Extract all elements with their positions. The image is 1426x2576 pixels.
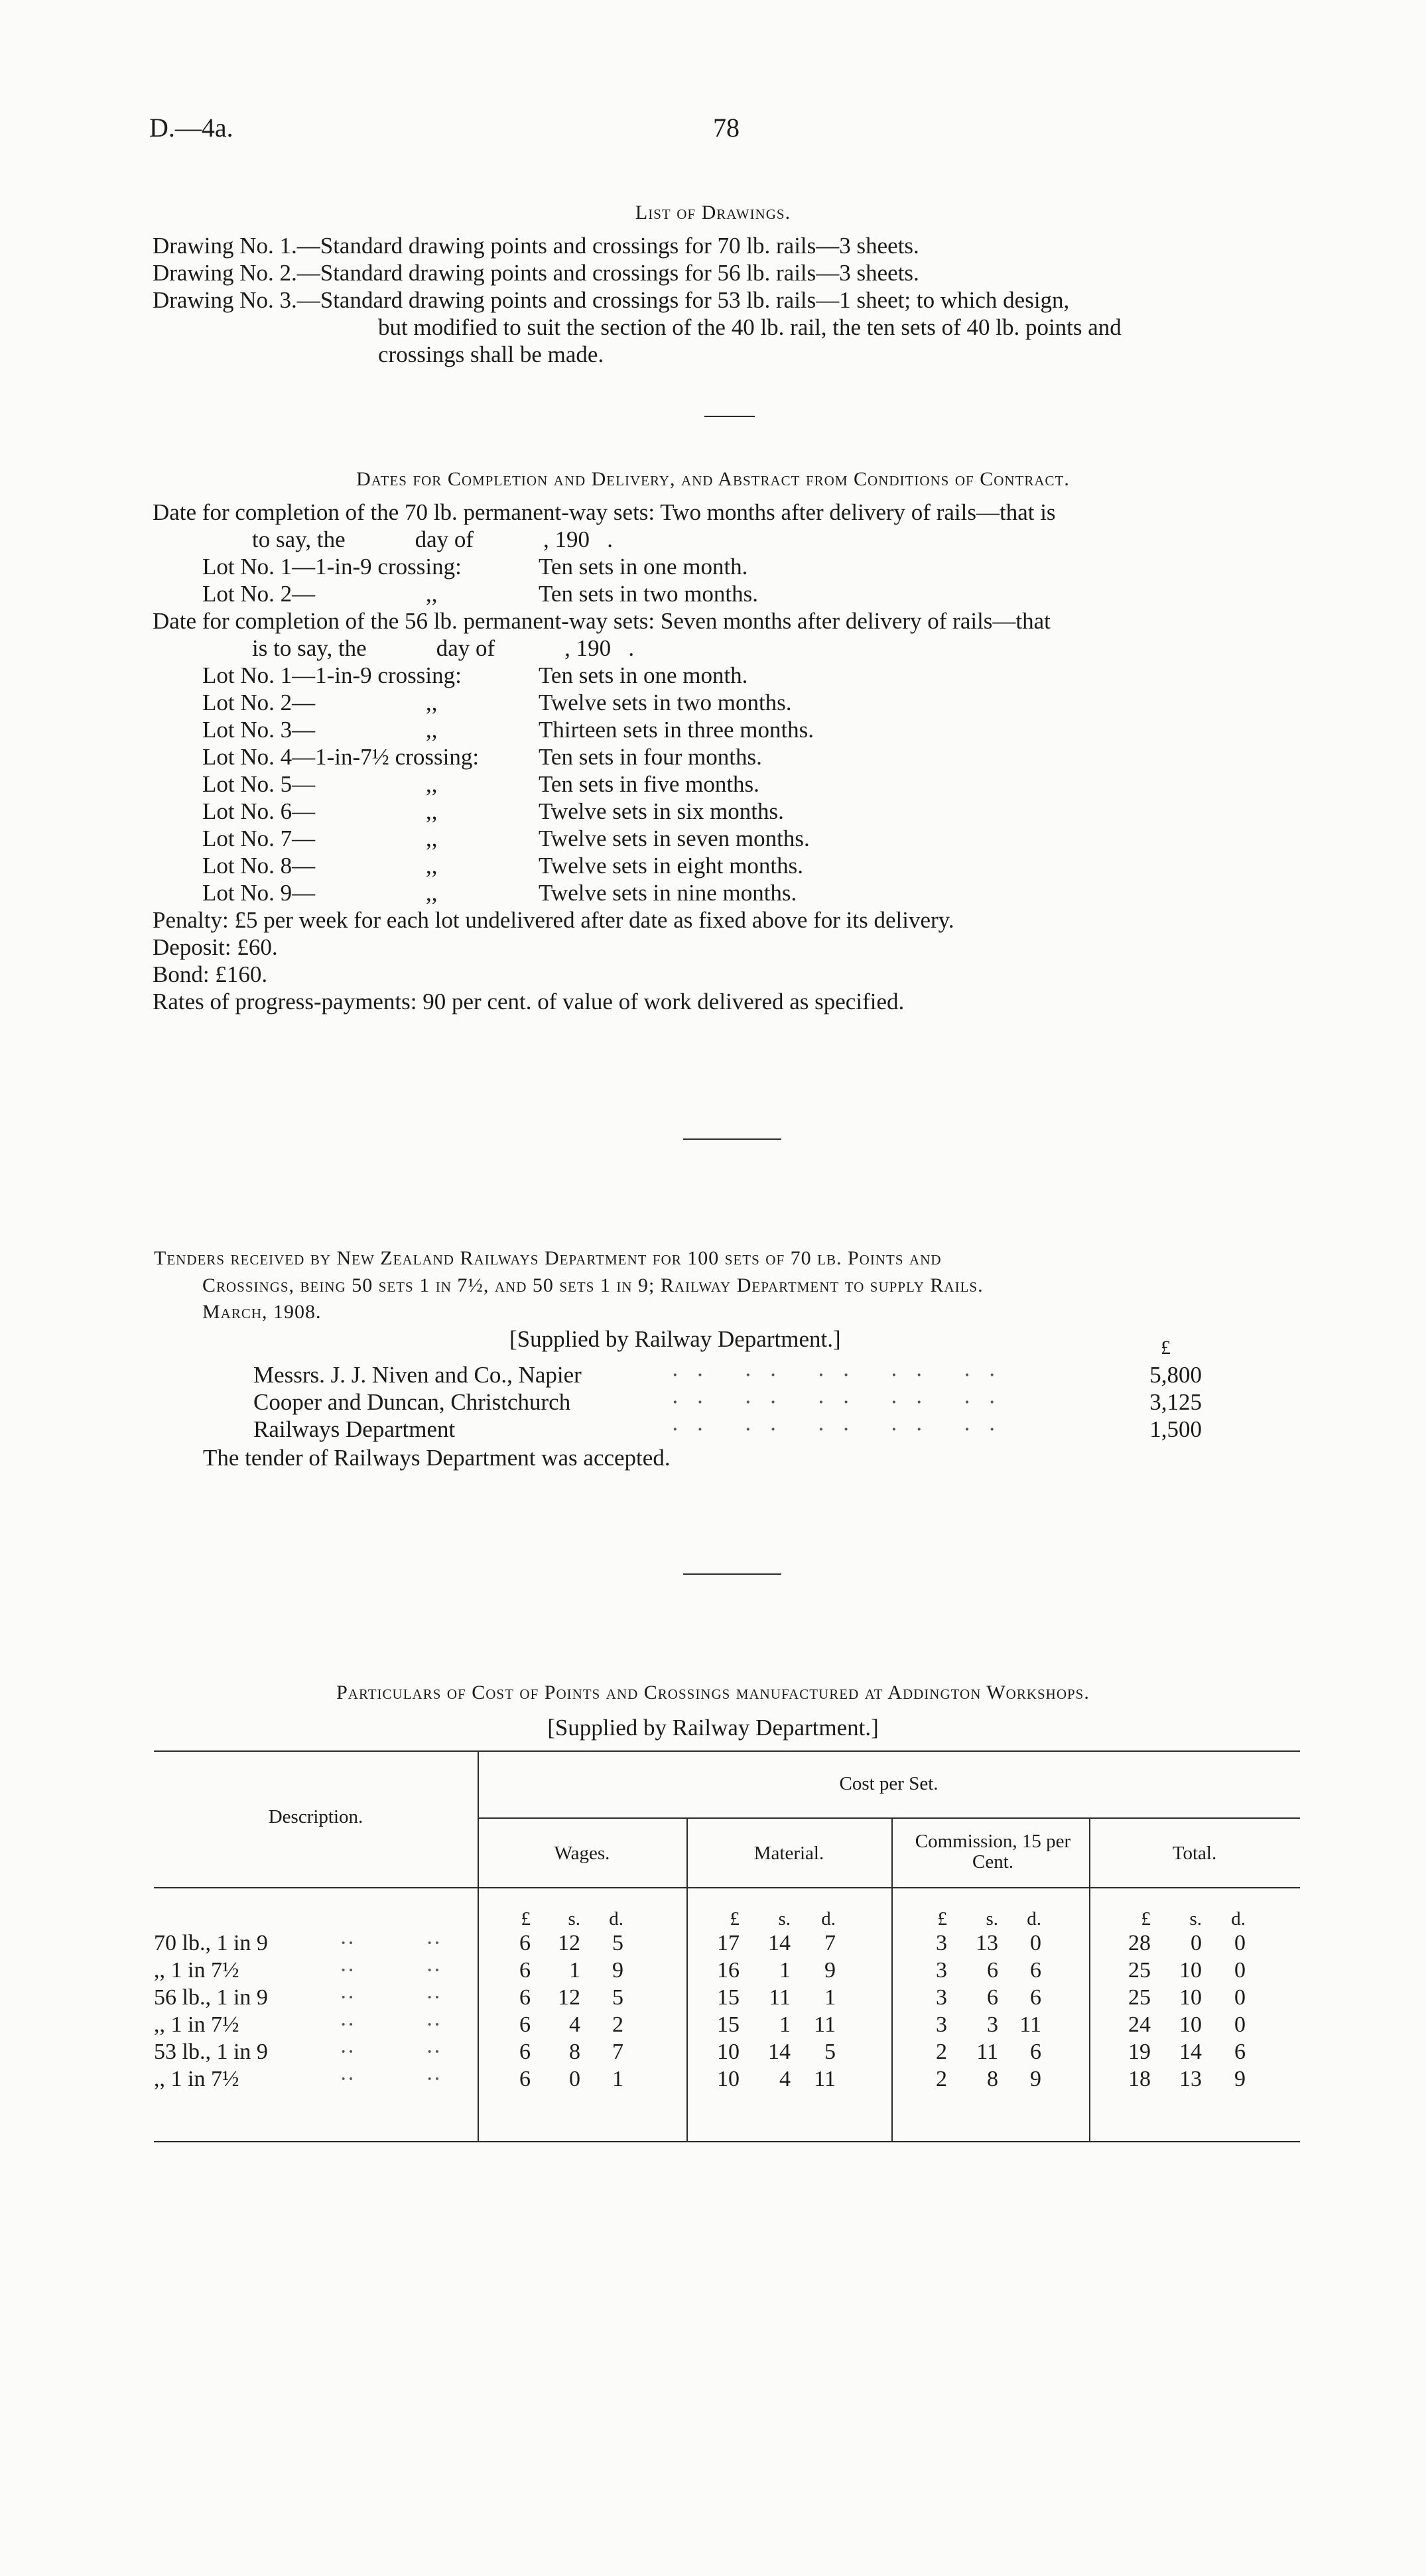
total-cell: 13	[1179, 2067, 1202, 2091]
material-cell: 14	[768, 1931, 791, 1955]
lot-schedule: Twelve sets in eight months.	[539, 853, 804, 879]
deposit-text: Deposit: £60.	[153, 934, 278, 960]
tender-name: Railways Department	[253, 1416, 456, 1442]
currency-unit-label: s.	[568, 1908, 580, 1930]
commission-cell: 8	[987, 2067, 998, 2091]
total-cell: 28	[1128, 1931, 1151, 1955]
currency-unit-label: £	[937, 1908, 947, 1930]
column-divider	[478, 1750, 479, 2141]
commission-cell: 6	[987, 1958, 998, 1983]
currency-unit-label: s.	[1189, 1908, 1202, 1930]
header-total: Total.	[1172, 1843, 1217, 1864]
bond-text: Bond: £160.	[153, 961, 268, 987]
leader-dots: ··	[426, 1958, 441, 1983]
material-cell: 1	[824, 1985, 836, 2010]
wages-cell: 5	[612, 1931, 623, 1955]
lot-schedule: Ten sets in one month.	[539, 554, 748, 580]
ditto-mark: ,,	[426, 880, 438, 906]
commission-cell: 2	[936, 2067, 947, 2091]
wages-cell: 1	[612, 2067, 623, 2091]
material-cell: 15	[717, 2012, 740, 2037]
commission-cell: 6	[987, 1985, 998, 2010]
completion-56lb-line: Date for completion of the 56 lb. permanent-way sets: Seven months after delivery of rails—that	[153, 608, 1051, 634]
lot-number: Lot No. 3—	[202, 717, 316, 743]
table-row-description: 70 lb., 1 in 9	[154, 1931, 268, 1955]
lot-number: Lot No. 2—	[202, 690, 316, 715]
wages-cell: 12	[558, 1931, 580, 1955]
material-cell: 11	[814, 2012, 836, 2037]
wages-cell: 6	[519, 1931, 531, 1955]
currency-unit-label: d.	[1027, 1908, 1041, 1930]
ditto-mark: ,,	[426, 581, 438, 607]
wages-cell: 6	[519, 1985, 531, 2010]
leader-dots: ·· ·· ·· ·· ··	[671, 1362, 1013, 1388]
commission-cell: 11	[976, 2040, 998, 2064]
total-cell: 19	[1128, 2040, 1151, 2064]
lot-schedule: Twelve sets in seven months.	[539, 826, 810, 851]
document-reference: D.—4a.	[149, 113, 233, 143]
lot-number: Lot No. 8—	[202, 853, 316, 879]
ditto-mark: ,,	[426, 690, 438, 715]
wages-cell: 1	[569, 1958, 580, 1983]
section-divider	[683, 1573, 781, 1575]
commission-cell: 0	[1030, 1931, 1041, 1955]
material-cell: 17	[717, 1931, 740, 1955]
lot-number: Lot No. 1—1-in-9 crossing:	[202, 662, 462, 688]
tenders-currency-symbol: £	[1161, 1337, 1171, 1359]
drawings-title: List of Drawings.	[635, 202, 791, 223]
table-header-border	[154, 1887, 1300, 1888]
total-cell: 10	[1179, 1985, 1202, 2010]
header-commission: Commission, 15 per Cent.	[915, 1831, 1071, 1872]
material-cell: 10	[717, 2067, 740, 2091]
table-row-description: ,, 1 in 7½	[154, 1958, 239, 1983]
column-divider	[686, 1817, 688, 2141]
completion-70lb-line: Date for completion of the 70 lb. permanent-way sets: Two months after delivery of rails—that is	[153, 499, 1056, 525]
currency-unit-label: £	[521, 1908, 531, 1930]
ditto-mark: ,,	[426, 798, 438, 824]
drawing-item: Drawing No. 3.—Standard drawing points and crossings for 53 lb. rails—1 sheet; to which design,	[153, 287, 1070, 313]
currency-unit-label: d.	[1231, 1908, 1246, 1930]
lot-schedule: Ten sets in one month.	[539, 662, 748, 688]
wages-cell: 8	[569, 2040, 580, 2064]
total-cell: 25	[1128, 1958, 1151, 1983]
column-divider	[891, 1817, 893, 2141]
lot-schedule: Ten sets in two months.	[539, 581, 759, 607]
tender-amount: 3,125	[1149, 1389, 1202, 1415]
total-cell: 0	[1191, 1931, 1202, 1955]
lot-schedule: Thirteen sets in three months.	[539, 717, 814, 743]
material-cell: 1	[779, 1958, 791, 1983]
lot-number: Lot No. 2—	[202, 581, 316, 607]
ditto-mark: ,,	[426, 853, 438, 879]
ditto-mark: ,,	[426, 717, 438, 743]
completion-56lb-date: is to say, the day of , 190 .	[252, 635, 635, 661]
lot-number: Lot No. 4—1-in-7½ crossing:	[202, 744, 480, 770]
total-cell: 6	[1234, 2040, 1246, 2064]
total-cell: 14	[1179, 2040, 1202, 2064]
commission-cell: 3	[936, 1958, 947, 1983]
header-description: Description.	[268, 1806, 363, 1827]
ditto-mark: ,,	[426, 771, 438, 797]
drawing-item: Drawing No. 2.—Standard drawing points and crossings for 56 lb. rails—3 sheets.	[153, 260, 919, 286]
leader-dots: ··	[340, 1931, 355, 1955]
column-divider	[1089, 1817, 1090, 2141]
wages-cell: 2	[612, 2012, 623, 2037]
commission-cell: 3	[987, 2012, 998, 2037]
material-cell: 11	[769, 1985, 791, 2010]
wages-cell: 4	[569, 2012, 580, 2037]
tender-amount: 5,800	[1149, 1362, 1202, 1388]
total-cell: 0	[1234, 1985, 1246, 2010]
particulars-supplied-note: [Supplied by Railway Department.]	[547, 1715, 879, 1741]
material-cell: 16	[717, 1958, 740, 1983]
wages-cell: 5	[612, 1985, 623, 2010]
table-row-description: ,, 1 in 7½	[154, 2067, 239, 2091]
leader-dots: ··	[426, 1985, 441, 2010]
total-cell: 0	[1234, 2012, 1246, 2037]
header-cost-per-set: Cost per Set.	[839, 1773, 939, 1794]
drawing-item: Drawing No. 1.—Standard drawing points and crossings for 70 lb. rails—3 sheets.	[153, 233, 919, 259]
material-cell: 1	[779, 2012, 791, 2037]
total-cell: 10	[1179, 2012, 1202, 2037]
total-cell: 9	[1234, 2067, 1246, 2091]
tender-name: Messrs. J. J. Niven and Co., Napier	[253, 1362, 582, 1388]
tenders-title-line-1: Tenders received by New Zealand Railways Department for 100 sets of 70 lb. Points and	[154, 1247, 942, 1269]
section-divider	[704, 416, 755, 417]
commission-cell: 11	[1019, 2012, 1041, 2037]
commission-cell: 6	[1030, 1985, 1041, 2010]
currency-unit-label: s.	[986, 1908, 998, 1930]
currency-unit-label: d.	[609, 1908, 623, 1930]
tender-amount: 1,500	[1149, 1416, 1202, 1442]
particulars-title: Particulars of Cost of Points and Crossings manufactured at Addington Workshops.	[336, 1682, 1090, 1703]
tenders-supplied-note: [Supplied by Railway Department.]	[509, 1326, 841, 1352]
tenders-title-line-2: Crossings, being 50 sets 1 in 7½, and 50 sets 1 in 9; Railway Department to supply Rails.	[202, 1274, 984, 1296]
leader-dots: ··	[426, 2067, 441, 2091]
tender-accepted-text: The tender of Railways Department was accepted.	[203, 1445, 671, 1471]
commission-cell: 3	[936, 1985, 947, 2010]
leader-dots: ··	[426, 2012, 441, 2037]
cost-table	[154, 1750, 1300, 2576]
currency-unit-label: d.	[821, 1908, 836, 1930]
table-row-description: ,, 1 in 7½	[154, 2012, 239, 2037]
commission-cell: 3	[936, 1931, 947, 1955]
total-cell: 0	[1234, 1958, 1246, 1983]
progress-payments-text: Rates of progress-payments: 90 per cent. of value of work delivered as specified.	[153, 989, 905, 1014]
material-cell: 15	[717, 1985, 740, 2010]
wages-cell: 9	[612, 1958, 623, 1983]
material-cell: 14	[768, 2040, 791, 2064]
completion-70lb-date: to say, the day of , 190 .	[252, 526, 614, 552]
material-cell: 10	[717, 2040, 740, 2064]
commission-cell: 3	[936, 2012, 947, 2037]
material-cell: 5	[824, 2040, 836, 2064]
table-bottom-border	[154, 2141, 1300, 2142]
table-subheader-border	[478, 1817, 1300, 1819]
tender-name: Cooper and Duncan, Christchurch	[253, 1389, 571, 1415]
total-cell: 25	[1128, 1985, 1151, 2010]
leader-dots: ··	[426, 1931, 441, 1955]
penalty-text: Penalty: £5 per week for each lot undelivered after date as fixed above for its delivery.	[153, 907, 954, 933]
table-top-border	[154, 1750, 1300, 1752]
lot-schedule: Twelve sets in two months.	[539, 690, 792, 715]
lot-number: Lot No. 7—	[202, 826, 316, 851]
drawing-item-continuation: crossings shall be made.	[378, 341, 604, 367]
table-row-description: 53 lb., 1 in 9	[154, 2040, 268, 2064]
page-number: 78	[713, 113, 740, 143]
lot-schedule: Twelve sets in six months.	[539, 798, 784, 824]
table-row-description: 56 lb., 1 in 9	[154, 1985, 268, 2010]
header-material: Material.	[753, 1843, 824, 1864]
material-cell: 11	[814, 2067, 836, 2091]
commission-cell: 6	[1030, 1958, 1041, 1983]
lot-number: Lot No. 9—	[202, 880, 316, 906]
lot-number: Lot No. 5—	[202, 771, 316, 797]
leader-dots: ··	[340, 2040, 355, 2064]
currency-unit-label: s.	[778, 1908, 791, 1930]
lot-number: Lot No. 6—	[202, 798, 316, 824]
material-cell: 9	[824, 1958, 836, 1983]
leader-dots: ··	[340, 1958, 355, 1983]
material-cell: 4	[779, 2067, 791, 2091]
wages-cell: 6	[519, 2067, 531, 2091]
header-wages: Wages.	[554, 1843, 610, 1864]
ditto-mark: ,,	[426, 826, 438, 851]
commission-cell: 2	[936, 2040, 947, 2064]
leader-dots: ·· ·· ·· ·· ··	[671, 1389, 1013, 1415]
wages-cell: 6	[519, 2040, 531, 2064]
leader-dots: ··	[340, 1985, 355, 2010]
wages-cell: 0	[569, 2067, 580, 2091]
wages-cell: 6	[519, 2012, 531, 2037]
dates-title: Dates for Completion and Delivery, and Abstract from Conditions of Contract.	[356, 468, 1070, 490]
lot-schedule: Ten sets in five months.	[539, 771, 759, 797]
wages-cell: 6	[519, 1958, 531, 1983]
wages-cell: 12	[558, 1985, 580, 2010]
currency-unit-label: £	[1141, 1908, 1151, 1930]
lot-schedule: Twelve sets in nine months.	[539, 880, 797, 906]
total-cell: 18	[1128, 2067, 1151, 2091]
commission-cell: 9	[1030, 2067, 1041, 2091]
lot-schedule: Ten sets in four months.	[539, 744, 762, 770]
currency-unit-label: £	[730, 1908, 740, 1930]
commission-cell: 6	[1030, 2040, 1041, 2064]
drawing-item-continuation: but modified to suit the section of the 40 lb. rail, the ten sets of 40 lb. points and	[378, 314, 1122, 340]
commission-cell: 13	[976, 1931, 998, 1955]
lot-number: Lot No. 1—1-in-9 crossing:	[202, 554, 462, 580]
wages-cell: 7	[612, 2040, 623, 2064]
leader-dots: ··	[340, 2067, 355, 2091]
tenders-title-line-3: March, 1908.	[202, 1301, 322, 1323]
total-cell: 10	[1179, 1958, 1202, 1983]
leader-dots: ··	[340, 2012, 355, 2037]
leader-dots: ··	[426, 2040, 441, 2064]
total-cell: 24	[1128, 2012, 1151, 2037]
total-cell: 0	[1234, 1931, 1246, 1955]
material-cell: 7	[824, 1931, 836, 1955]
leader-dots: ·· ·· ·· ·· ··	[671, 1416, 1013, 1442]
section-divider	[683, 1138, 781, 1140]
